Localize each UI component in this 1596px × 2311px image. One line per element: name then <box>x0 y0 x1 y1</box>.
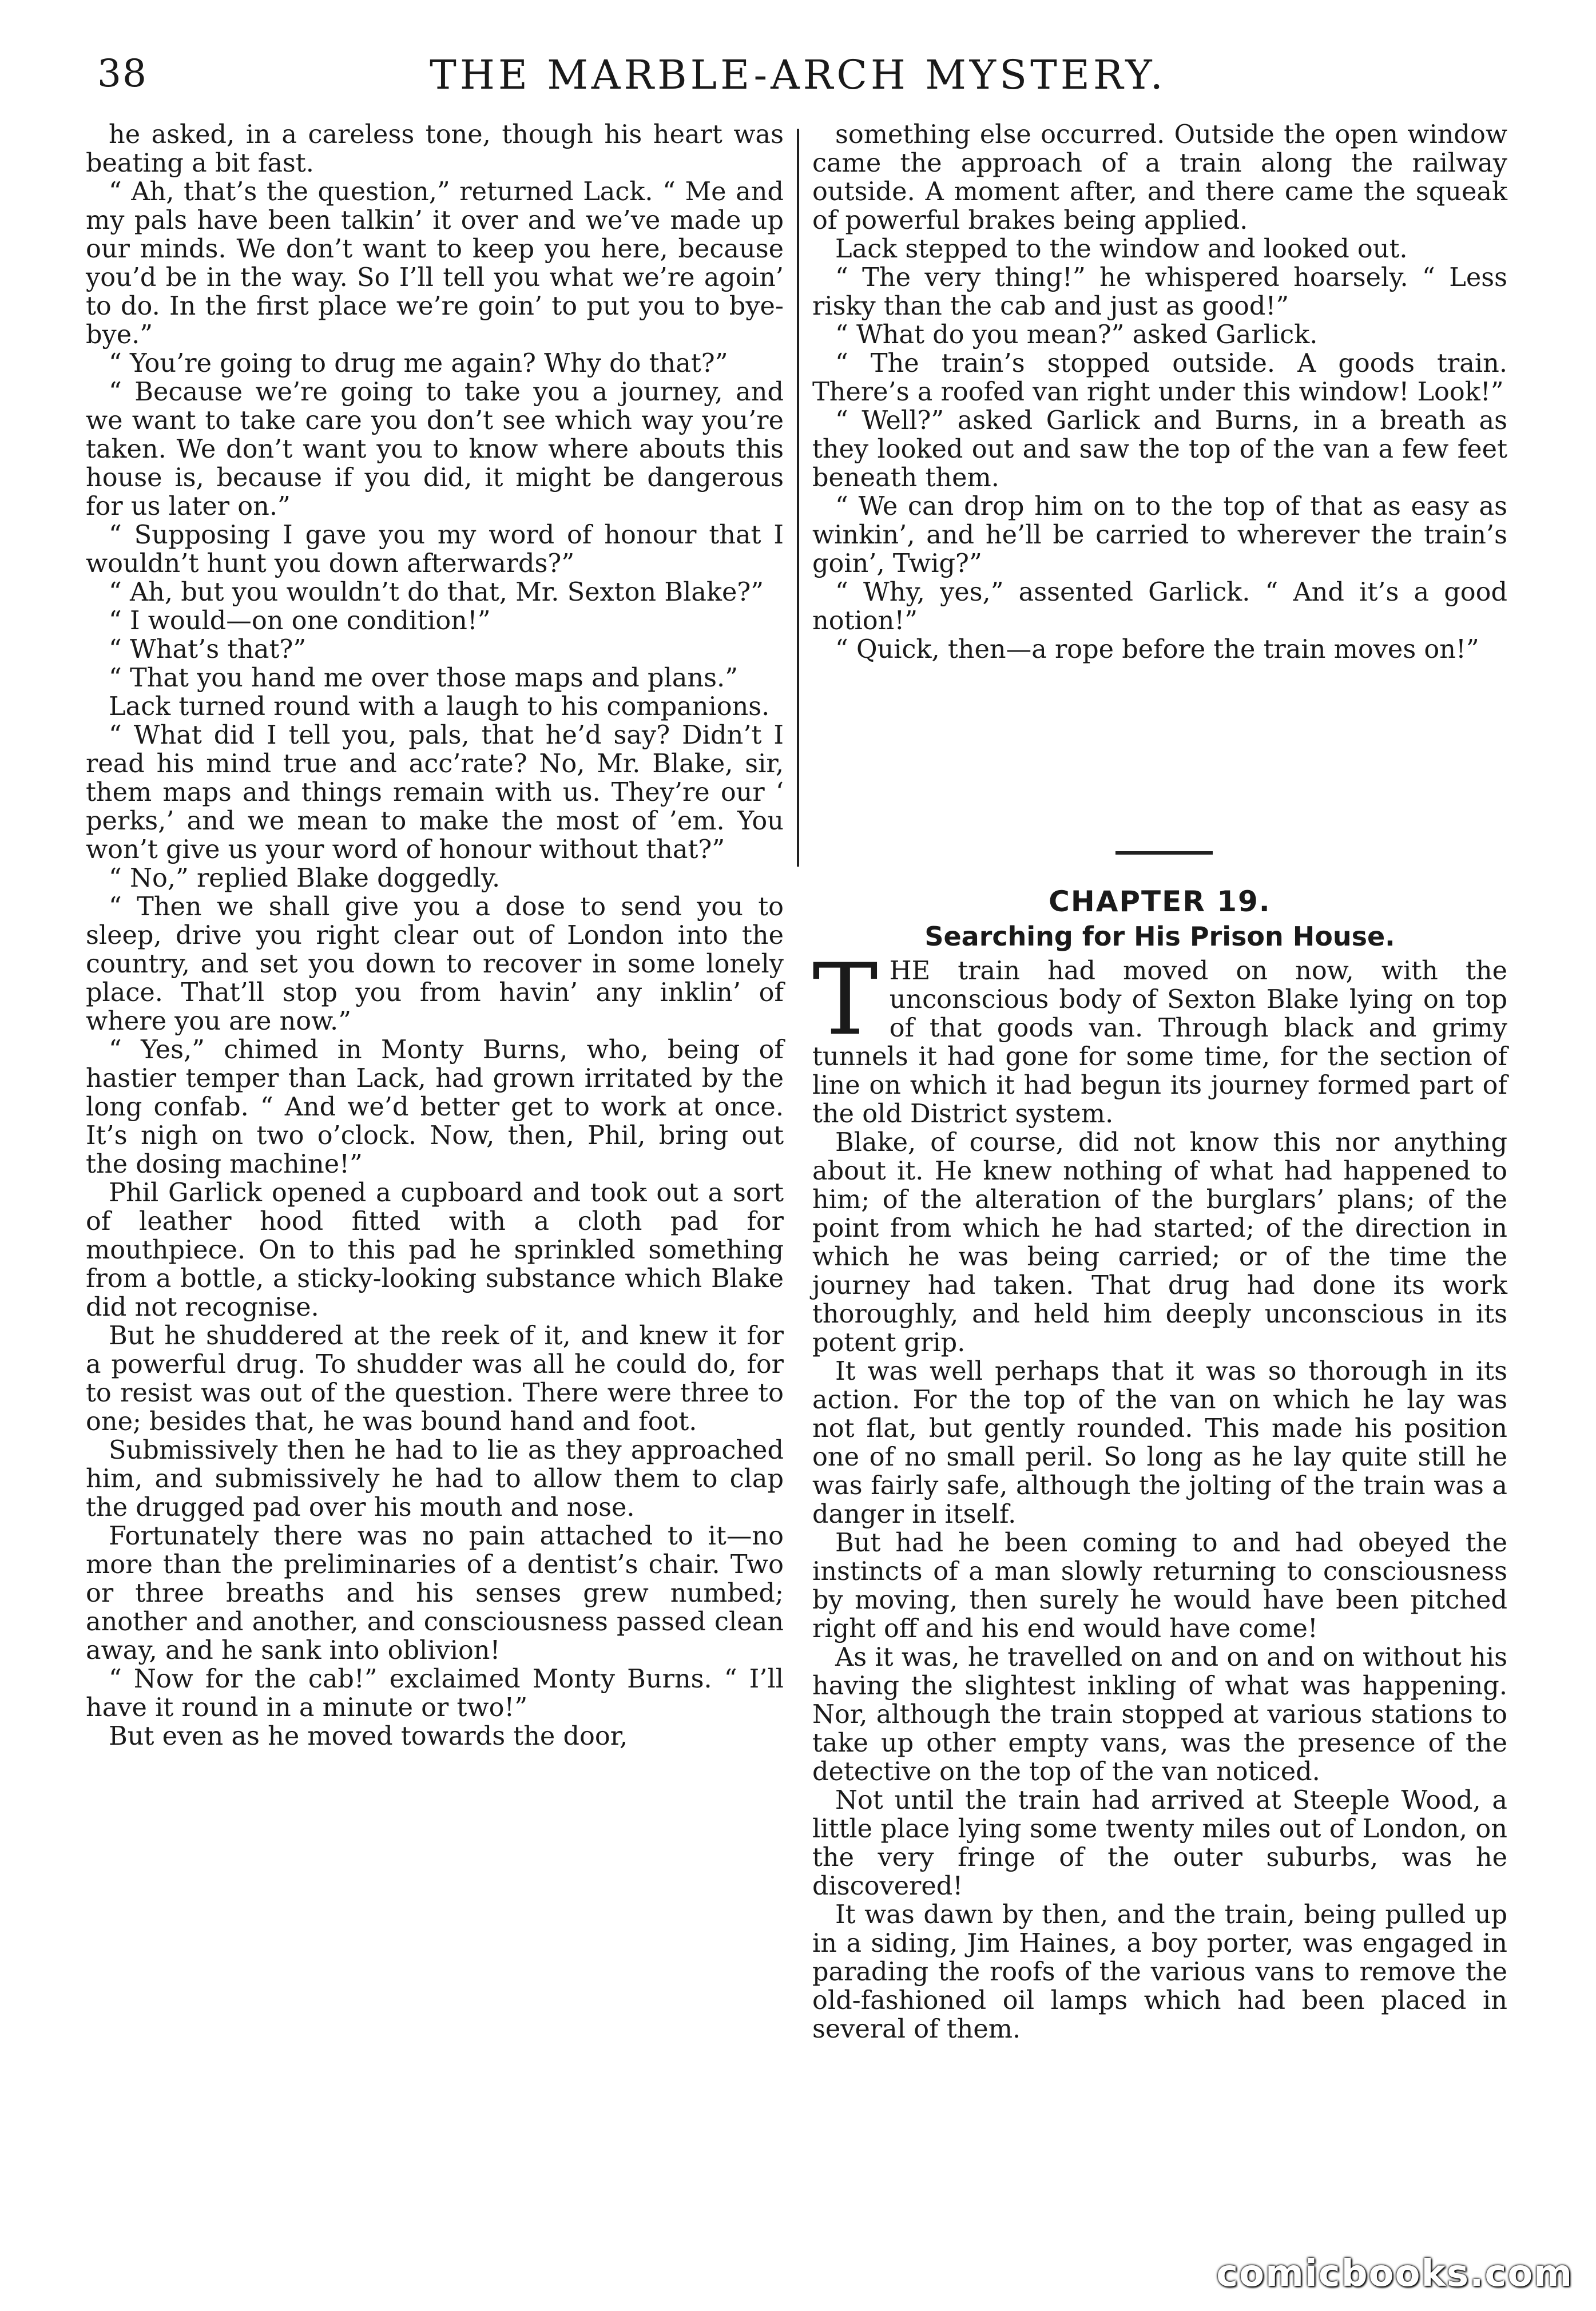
chapter-title: CHAPTER 19. <box>1049 885 1271 918</box>
paragraph: “ We can drop him on to the top of that as easy as winkin’, and he’ll be carried to wherever the train’s goin’, Twig?” <box>812 491 1507 578</box>
paragraph: But even as he moved towards the door, <box>109 1721 628 1751</box>
drop-cap: T <box>812 942 878 1057</box>
paragraph: “ Ah, that’s the question,” returned Lack. “ Me and my pals have been talkin’ it over and we’ve made up our minds. We don’t want to keep you here, because you’d be in the way. So I’ll tell you what we’re agoin’ to do. In the first place we’re goin’ to put you to bye-bye.” <box>86 177 784 350</box>
section-rule <box>1115 851 1213 855</box>
chapter-subtitle: Searching for His Prison House. <box>924 921 1395 952</box>
paragraph: But had he been coming to and had obeyed the instincts of a man slowly returning to consciousness by moving, then surely he would have been pitched right off and his end would have come! <box>812 1528 1507 1643</box>
right-column-upper <box>812 120 1507 664</box>
paragraph: Fortunately there was no pain attached to it—no more than the preliminaries of a dentist’s chair. Two or three breaths and his senses grew numbed; another and another, and consciousness passed clean away, and he sank into oblivion! <box>86 1521 784 1665</box>
chapter-heading <box>812 884 1507 954</box>
running-title: THE MARBLE-ARCH MYSTERY. <box>430 51 1166 98</box>
paragraph: “ No,” replied Blake doggedly. <box>109 863 501 893</box>
paragraph: It was dawn by then, and the train, being pulled up in a siding, Jim Haines, a boy porter, was engaged in parading the roofs of the various vans to remove the old-fashioned oil lamps which had been placed in several of them. <box>812 1900 1507 2044</box>
column-divider <box>797 129 799 867</box>
paragraph: Lack turned round with a laugh to his companions. <box>109 692 770 721</box>
watermark: comicbooks.com <box>1216 2253 1573 2295</box>
paragraph: “ Supposing I gave you my word of honour that I wouldn’t hunt you down afterwards?” <box>86 520 784 578</box>
paragraph: As it was, he travelled on and on and on without his having the slightest inkling of what was happening. Nor, although the train stopped at various stations to take up other empty vans, was the presence of the detective on the top of the van noticed. <box>812 1642 1507 1786</box>
chapter-opening-paragraph <box>812 942 1507 1129</box>
page-header <box>97 51 1499 114</box>
paragraph: “ Yes,” chimed in Monty Burns, who, being of hastier temper than Lack, had grown irritated by the long confab. “ And we’d better get to work at once. It’s nigh on two o’clock. Now, then, Phil, bring out the dosing machine!” <box>86 1035 784 1179</box>
right-column-lower <box>812 942 1507 2044</box>
paragraph: “ Ah, but you wouldn’t do that, Mr. Sexton Blake?” <box>109 577 764 607</box>
paragraph: “ Quick, then—a rope before the train moves on!” <box>835 634 1479 664</box>
paragraph: he asked, in a careless tone, though his heart was beating a bit fast. <box>86 120 784 178</box>
paragraph: “ What do you mean?” asked Garlick. <box>835 320 1318 350</box>
paragraph: But he shuddered at the reek of it, and knew it for a powerful drug. To shudder was all he could do, for to resist was out of the question. There were three to one; besides that, he was bound hand and foot. <box>86 1321 784 1436</box>
paragraph: “ You’re going to drug me again? Why do that?” <box>109 348 728 378</box>
paragraph: something else occurred. Outside the open window came the approach of a train along the railway outside. A moment after, and there came the squeak of powerful brakes being applied. <box>812 120 1507 235</box>
left-column <box>86 120 784 1750</box>
paragraph: “ Now for the cab!” exclaimed Monty Burns. “ I’ll have it round in a minute or two!” <box>86 1664 784 1722</box>
paragraph: Phil Garlick opened a cupboard and took out a sort of leather hood fitted with a cloth pad for mouthpiece. On to this pad he sprinkled something from a bottle, a sticky-looking substance which Blake did not recognise. <box>86 1178 784 1322</box>
paragraph: “ Well?” asked Garlick and Burns, in a breath as they looked out and saw the top of the van a few feet beneath them. <box>812 406 1507 493</box>
paragraph: “ Because we’re going to take you a journey, and we want to take care you don’t see which way you’re taken. We don’t want you to know where abouts this house is, because if you did, it might be dangerous for us later on.” <box>86 377 784 521</box>
paragraph: “ The train’s stopped outside. A goods train. There’s a roofed van right under this window! Look!” <box>812 348 1507 407</box>
page-number: 38 <box>97 51 148 96</box>
paragraph: “ Then we shall give you a dose to send you to sleep, drive you right clear out of London into the country, and set you down to recover in some lonely place. That’ll stop you from havin’ any inklin’ of where you are now.” <box>86 892 784 1036</box>
paragraph: Blake, of course, did not know this nor anything about it. He knew nothing of what had happened to him; of the alteration of the burglars’ plans; of the point from which he had started; of the direction in which he was being carried; or of the time the journey had taken. That drug had done its work thoroughly, and held him deeply unconscious in its potent grip. <box>812 1127 1507 1357</box>
paragraph: “ I would—on one condition!” <box>109 606 491 636</box>
opening-text: HE train had moved on now, with the unconscious body of Sexton Blake lying on top of that goods van. Through black and grimy tunnels it had gone for some time, for the section of line on which it had begun its journey formed part of the old District system. <box>812 956 1507 1129</box>
paragraph: It was well perhaps that it was so thorough in its action. For the top of the van on which he lay was not flat, but gently rounded. This made his position one of no small peril. So long as he lay quite still he was fairly safe, although the jolting of the train was a danger in itself. <box>812 1356 1507 1529</box>
paragraph: “ What’s that?” <box>109 634 307 664</box>
paragraph: Not until the train had arrived at Steeple Wood, a little place lying some twenty miles out of London, on the very fringe of the outer suburbs, was he discovered! <box>812 1785 1507 1901</box>
paragraph: “ That you hand me over those maps and plans.” <box>109 663 738 693</box>
paragraph: “ What did I tell you, pals, that he’d say? Didn’t I read his mind true and acc’rate? No, Mr. Blake, sir, them maps and things remain with us. They’re our ‘ perks,’ and we mean to make the most of ’em. You won’t give us your word of honour without that?” <box>86 720 784 864</box>
paragraph: “ Why, yes,” assented Garlick. “ And it’s a good notion!” <box>812 577 1507 636</box>
paragraph: “ The very thing!” he whispered hoarsely. “ Less risky than the cab and just as good!” <box>812 263 1507 321</box>
paragraph: Submissively then he had to lie as they approached him, and submissively he had to allow them to clap the drugged pad over his mouth and nose. <box>86 1435 784 1522</box>
paragraph: Lack stepped to the window and looked out. <box>835 234 1408 264</box>
